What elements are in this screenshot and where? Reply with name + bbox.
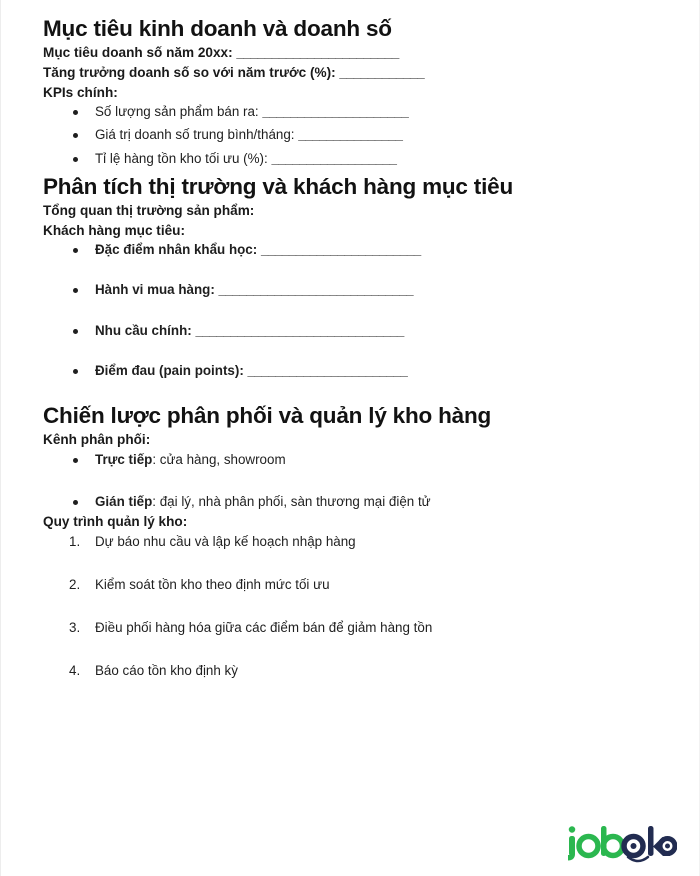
list-item (43, 450, 659, 470)
joboko-logo-icon (565, 822, 677, 864)
document-content (1, 0, 699, 681)
warehouse-process-list (43, 532, 659, 681)
customer-item-label: Đặc điểm nhân khẩu học: (95, 242, 261, 258)
blank-line-sales-growth: ____________ (339, 64, 425, 80)
distribution-channel-list (43, 450, 659, 512)
joboko-logo (565, 822, 677, 864)
list-item (43, 361, 659, 381)
list-item (43, 102, 659, 122)
list-item: Dự báo nhu cầu và lập kế hoạch nhập hàng (95, 533, 356, 549)
list-item (43, 492, 659, 512)
channel-term: Gián tiếp (95, 493, 153, 509)
list-item: Báo cáo tồn kho định kỳ (95, 662, 238, 678)
customer-item-blank: ____________________________ (218, 282, 414, 298)
field-label-sales-goal (43, 43, 659, 63)
field-label-market-overview: Tổng quan thị trường sản phẩm: (43, 202, 255, 218)
section-heading-distribution-strategy: Chiến lược phân phối và quản lý kho hàng (43, 402, 492, 428)
channel-desc: : cửa hàng, showroom (152, 451, 286, 467)
target-customer-list (43, 240, 659, 380)
list-item (43, 149, 659, 169)
kpi-item-blank: __________________ (271, 150, 397, 166)
kpi-list (43, 102, 659, 168)
customer-item-blank: _______________________ (247, 362, 408, 378)
customer-item-label: Nhu cầu chính: (95, 322, 196, 338)
kpi-item-blank: _______________ (298, 127, 403, 143)
field-label-kpi: KPIs chính: (43, 84, 118, 100)
list-item: Điều phối hàng hóa giữa các điểm bán để giảm hàng tồn (95, 619, 433, 635)
customer-item-label: Điểm đau (pain points): (95, 362, 248, 378)
blank-line-sales-goal: _______________________ (236, 45, 399, 61)
list-item (43, 240, 659, 260)
kpi-item-label: Tỉ lệ hàng tồn kho tối ưu (%): (95, 150, 272, 166)
list-item (43, 280, 659, 300)
field-label-sales-growth-text: Tăng trưởng doanh số so với năm trước (%): (43, 64, 340, 80)
list-item (43, 125, 659, 145)
customer-item-blank: ______________________________ (195, 322, 404, 338)
customer-item-blank: _______________________ (260, 242, 421, 258)
channel-term: Trực tiếp (95, 451, 153, 467)
channel-desc: : đại lý, nhà phân phối, sàn thương mại điện tử (152, 493, 431, 509)
list-item: Kiểm soát tồn kho theo định mức tối ưu (95, 576, 330, 592)
field-label-sales-growth (43, 63, 659, 83)
kpi-item-blank: _____________________ (262, 104, 409, 120)
section-heading-market-analysis: Phân tích thị trường và khách hàng mục tiêu (43, 173, 513, 199)
field-label-sales-goal-text: Mục tiêu doanh số năm 20xx: (43, 45, 237, 61)
field-label-distribution-channel: Kênh phân phối: (43, 432, 151, 448)
kpi-item-label: Giá trị doanh số trung bình/tháng: (95, 127, 299, 143)
field-label-target-customer: Khách hàng mục tiêu: (43, 222, 185, 238)
section-heading-business-goals: Mục tiêu kinh doanh và doanh số (43, 16, 392, 41)
list-item (43, 321, 659, 341)
customer-item-label: Hành vi mua hàng: (95, 282, 219, 298)
field-label-warehouse-process: Quy trình quản lý kho: (43, 513, 188, 529)
kpi-item-label: Số lượng sản phẩm bán ra: (95, 104, 263, 120)
